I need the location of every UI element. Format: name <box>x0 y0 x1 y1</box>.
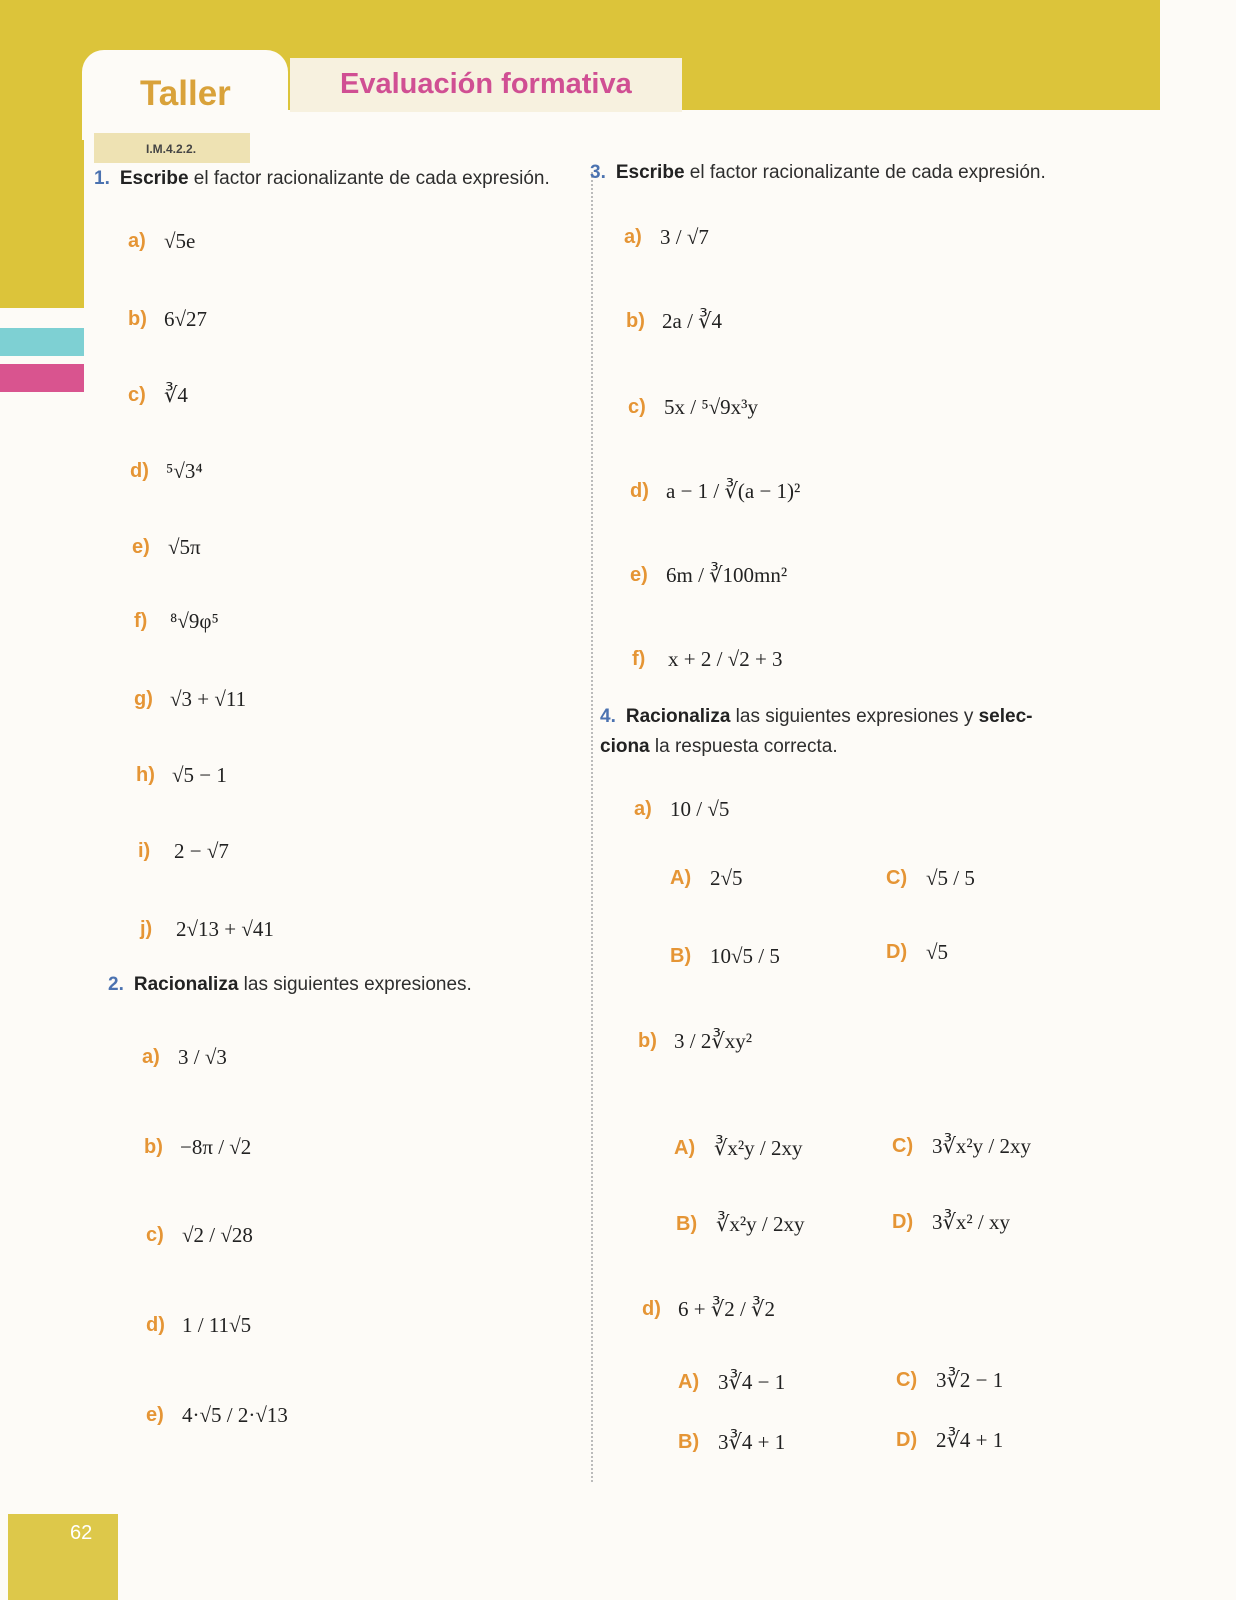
q4b-option-c[interactable] <box>892 1124 1031 1168</box>
item-expression: 2 − √7 <box>174 838 229 863</box>
question-text: el factor racionalizante de cada expresión. <box>188 168 550 189</box>
q2-item <box>144 1124 251 1170</box>
option-expression: 3∛x²y / 2xy <box>932 1133 1032 1158</box>
option-label: C) <box>892 1134 914 1157</box>
q1-item <box>134 598 219 644</box>
item-expression: 3 / √3 <box>178 1044 227 1069</box>
item-label: b) <box>626 309 645 332</box>
q1-item <box>128 296 207 342</box>
question-number: 3. <box>590 162 606 183</box>
item-label: b) <box>144 1135 163 1158</box>
q3-item <box>628 384 758 430</box>
column-divider <box>591 172 593 1482</box>
q1-item <box>128 218 195 264</box>
question-number: 1. <box>94 168 110 189</box>
option-label: C) <box>896 1368 918 1391</box>
q1-item <box>132 524 201 570</box>
taller-title: Taller <box>140 74 231 113</box>
q4d-option-d[interactable] <box>896 1418 1003 1462</box>
q4-item-a <box>634 786 729 832</box>
question-3 <box>590 158 1046 188</box>
item-expression: 6 + ∛2 / ∛2 <box>678 1296 775 1321</box>
q1-item <box>130 448 203 494</box>
q1-item <box>136 752 227 798</box>
page-number: 62 <box>70 1522 93 1544</box>
item-label: a) <box>624 225 642 248</box>
item-expression: a − 1 / ∛(a − 1)² <box>666 478 801 503</box>
question-text: las siguientes expresiones y <box>730 706 979 727</box>
item-label: d) <box>146 1313 165 1336</box>
question-verb: Racionaliza <box>625 706 731 727</box>
q1-item <box>128 372 188 418</box>
item-expression: √5 − 1 <box>172 762 227 787</box>
q2-item <box>146 1212 253 1258</box>
item-expression: −8π / √2 <box>180 1134 252 1159</box>
item-expression: ⁵√3⁴ <box>166 458 203 483</box>
option-label: D) <box>896 1428 918 1451</box>
item-expression: ⁸√9φ⁵ <box>170 608 219 633</box>
q2-item <box>142 1034 227 1080</box>
question-verb: Escribe <box>615 162 685 183</box>
question-1 <box>94 164 550 194</box>
item-label: e) <box>630 563 648 586</box>
option-label: B) <box>676 1212 698 1235</box>
item-expression: 3 / √7 <box>660 224 709 249</box>
item-label: a) <box>128 229 146 252</box>
option-label: A) <box>674 1136 696 1159</box>
q3-item <box>630 552 787 598</box>
item-expression: x + 2 / √2 + 3 <box>668 646 783 671</box>
question-text: el factor racionalizante de cada expresión. <box>684 162 1046 183</box>
question-verb: Racionaliza <box>133 974 239 995</box>
q2-item <box>146 1302 251 1348</box>
option-label: D) <box>892 1210 914 1233</box>
item-label: d) <box>630 479 649 502</box>
side-band <box>0 0 84 308</box>
option-label: C) <box>886 866 908 889</box>
item-expression: ∛4 <box>164 382 188 407</box>
item-label: a) <box>634 797 652 820</box>
option-expression: √5 <box>926 939 949 964</box>
item-label: e) <box>132 535 150 558</box>
question-text: las siguientes expresiones. <box>238 974 472 995</box>
question-number: 2. <box>108 974 124 995</box>
q3-item <box>630 468 800 514</box>
curriculum-code-badge <box>94 133 250 163</box>
item-expression: √5π <box>168 534 201 559</box>
q4a-option-a[interactable] <box>670 856 743 900</box>
item-label: b) <box>128 307 147 330</box>
item-label: d) <box>130 459 149 482</box>
option-label: A) <box>670 866 692 889</box>
item-expression: √5e <box>164 228 196 253</box>
question-verb-2-cont: ciona <box>600 736 650 757</box>
question-2 <box>108 970 472 1000</box>
evaluation-title: Evaluación formativa <box>340 68 632 100</box>
q3-item <box>626 298 722 344</box>
q1-item <box>134 676 246 722</box>
option-expression: 3∛2 − 1 <box>936 1367 1004 1392</box>
item-expression: 2√13 + √41 <box>176 916 274 941</box>
option-expression: ∛x²y / 2xy <box>716 1211 805 1236</box>
option-expression: 10√5 / 5 <box>710 943 780 968</box>
q2-item <box>146 1392 288 1438</box>
item-expression: 10 / √5 <box>670 796 730 821</box>
option-label: A) <box>678 1370 700 1393</box>
taller-tab <box>82 50 288 140</box>
q3-item <box>632 636 783 682</box>
item-label: c) <box>628 395 646 418</box>
item-label: a) <box>142 1045 160 1068</box>
option-expression: 2√5 <box>710 865 743 890</box>
question-text-cont: la respuesta correcta. <box>649 736 838 757</box>
question-verb: Escribe <box>119 168 189 189</box>
q4-item-d <box>642 1286 775 1332</box>
item-label: b) <box>638 1029 657 1052</box>
q4a-option-b[interactable] <box>670 934 780 978</box>
question-number: 4. <box>600 706 616 727</box>
item-label: g) <box>134 687 153 710</box>
option-expression: 3∛x² / xy <box>932 1209 1011 1234</box>
q4b-option-d[interactable] <box>892 1200 1010 1244</box>
item-label: c) <box>146 1223 164 1246</box>
item-label: i) <box>138 839 151 862</box>
q4d-option-b[interactable] <box>678 1420 785 1464</box>
q4d-option-c[interactable] <box>896 1358 1003 1402</box>
item-expression: √3 + √11 <box>170 686 247 711</box>
curriculum-code: I.M.4.2.2. <box>146 142 197 156</box>
question-4 <box>600 702 1060 762</box>
item-expression: 4·√5 / 2·√13 <box>182 1402 288 1427</box>
q4a-option-d[interactable] <box>886 930 948 974</box>
option-expression: ∛x²y / 2xy <box>714 1135 803 1160</box>
item-label: h) <box>136 763 155 786</box>
item-expression: 6√27 <box>164 306 208 331</box>
option-expression: √5 / 5 <box>926 865 975 890</box>
item-label: f) <box>134 609 148 632</box>
item-expression: 6m / ∛100mn² <box>666 562 788 587</box>
item-expression: 2a / ∛4 <box>662 308 723 333</box>
item-expression: 3 / 2∛xy² <box>674 1028 753 1053</box>
item-label: e) <box>146 1403 164 1426</box>
q1-item <box>138 828 229 874</box>
evaluation-tab <box>290 58 682 112</box>
q4b-option-a[interactable] <box>674 1126 803 1170</box>
item-label: d) <box>642 1297 661 1320</box>
side-strip-pink <box>0 364 84 392</box>
item-label: c) <box>128 383 146 406</box>
q4a-option-c[interactable] <box>886 856 975 900</box>
option-expression: 3∛4 + 1 <box>718 1429 786 1454</box>
item-expression: 1 / 11√5 <box>182 1312 252 1337</box>
footer-band <box>8 1514 118 1600</box>
item-label: j) <box>140 917 153 940</box>
question-verb-2: selec- <box>978 706 1033 727</box>
item-expression: √2 / √28 <box>182 1222 253 1247</box>
q4d-option-a[interactable] <box>678 1360 785 1404</box>
option-label: B) <box>670 944 692 967</box>
q4-item-b <box>638 1018 752 1064</box>
side-strip-cyan <box>0 328 84 356</box>
option-label: D) <box>886 940 908 963</box>
q4b-option-b[interactable] <box>676 1202 805 1246</box>
option-expression: 3∛4 − 1 <box>718 1369 786 1394</box>
q3-item <box>624 214 709 260</box>
item-label: f) <box>632 647 646 670</box>
q1-item <box>140 906 274 952</box>
option-label: B) <box>678 1430 700 1453</box>
option-expression: 2∛4 + 1 <box>936 1427 1004 1452</box>
item-expression: 5x / ⁵√9x³y <box>664 394 758 419</box>
